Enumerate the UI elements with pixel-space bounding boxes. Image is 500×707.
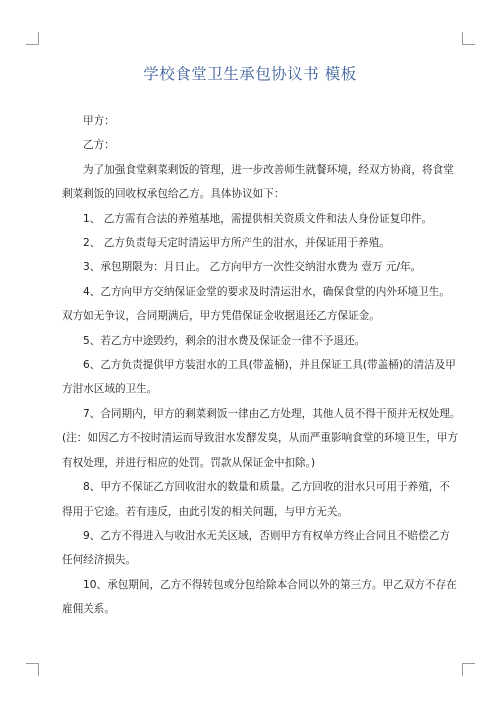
body-line: 双方如无争议，合同期满后，甲方凭借保证金收据退还乙方保证金。 bbox=[62, 310, 380, 323]
crop-mark-top-right bbox=[462, 32, 475, 45]
crop-mark-top-left bbox=[26, 32, 39, 45]
body-line: 4、乙方向甲方交纳保证金堂的要求及时清运泔水，确保食堂的内外环境卫生。 bbox=[83, 285, 450, 298]
body-line: 7、合同期内，甲方的剩菜剩饭一律由乙方处理，其他人员不得干预并无权处理。 bbox=[83, 407, 461, 420]
body-line: 为了加强食堂剩菜剩饭的管理，进一步改善师生就餐环境，经双方协商，将食堂 bbox=[83, 163, 454, 176]
body-line: 3、承包期限为：月日止。 乙方向甲方一次性交纳泔水费为 壹万 元/年。 bbox=[83, 261, 422, 274]
body-line: 得用于它途。若有违反，由此引发的相关问题，与甲方无关。 bbox=[62, 505, 349, 518]
body-line: 8、甲方不保证乙方回收泔水的数量和质量。乙方回收的泔水只可用于养殖，不 bbox=[83, 481, 450, 494]
body-line: 有权处理，并进行相应的处罚。罚款从保证金中扣除。) bbox=[62, 456, 316, 469]
crop-mark-bottom-right bbox=[462, 663, 475, 676]
body-line: 1、 乙方需有合法的养殖基地，需提供相关资质文件和法人身份证复印件。 bbox=[83, 212, 433, 225]
party-a-line: 甲方： bbox=[83, 115, 115, 127]
body-line: 方泔水区域的卫生。 bbox=[62, 383, 158, 396]
body-line: 10、承包期间，乙方不得转包或分包给除本合同以外的第三方。甲乙双方不存在 bbox=[83, 578, 457, 591]
body-line: 剩菜剩饭的回收权承包给乙方。具体协议如下： bbox=[62, 188, 285, 201]
body-line: 6、乙方负责提供甲方装泔水的工具(带盖桶)，并且保证工具(带盖桶)的清洁及甲 bbox=[83, 359, 456, 372]
party-b-line: 乙方： bbox=[83, 139, 115, 152]
document-title: 学校食堂卫生承包协议书 模板 bbox=[143, 65, 357, 83]
document-body bbox=[62, 109, 461, 622]
crop-mark-bottom-left bbox=[26, 663, 39, 676]
body-line: 9、乙方不得进入与收泔水无关区域，否则甲方有权单方终止合同且不赔偿乙方 bbox=[83, 529, 450, 542]
body-line: (注：如因乙方不按时清运而导致泔水发酵发臭，从而严重影响食堂的环境卫生，甲方 bbox=[62, 432, 459, 445]
body-line: 2、 乙方负责每天定时清运甲方所产生的泔水，并保证用于养殖。 bbox=[83, 237, 390, 250]
body-line: 5、若乙方中途毁约，剩余的泔水费及保证金一律不予退还。 bbox=[83, 334, 366, 347]
body-line: 雇佣关系。 bbox=[62, 603, 115, 616]
body-line: 任何经济损失。 bbox=[62, 554, 137, 567]
